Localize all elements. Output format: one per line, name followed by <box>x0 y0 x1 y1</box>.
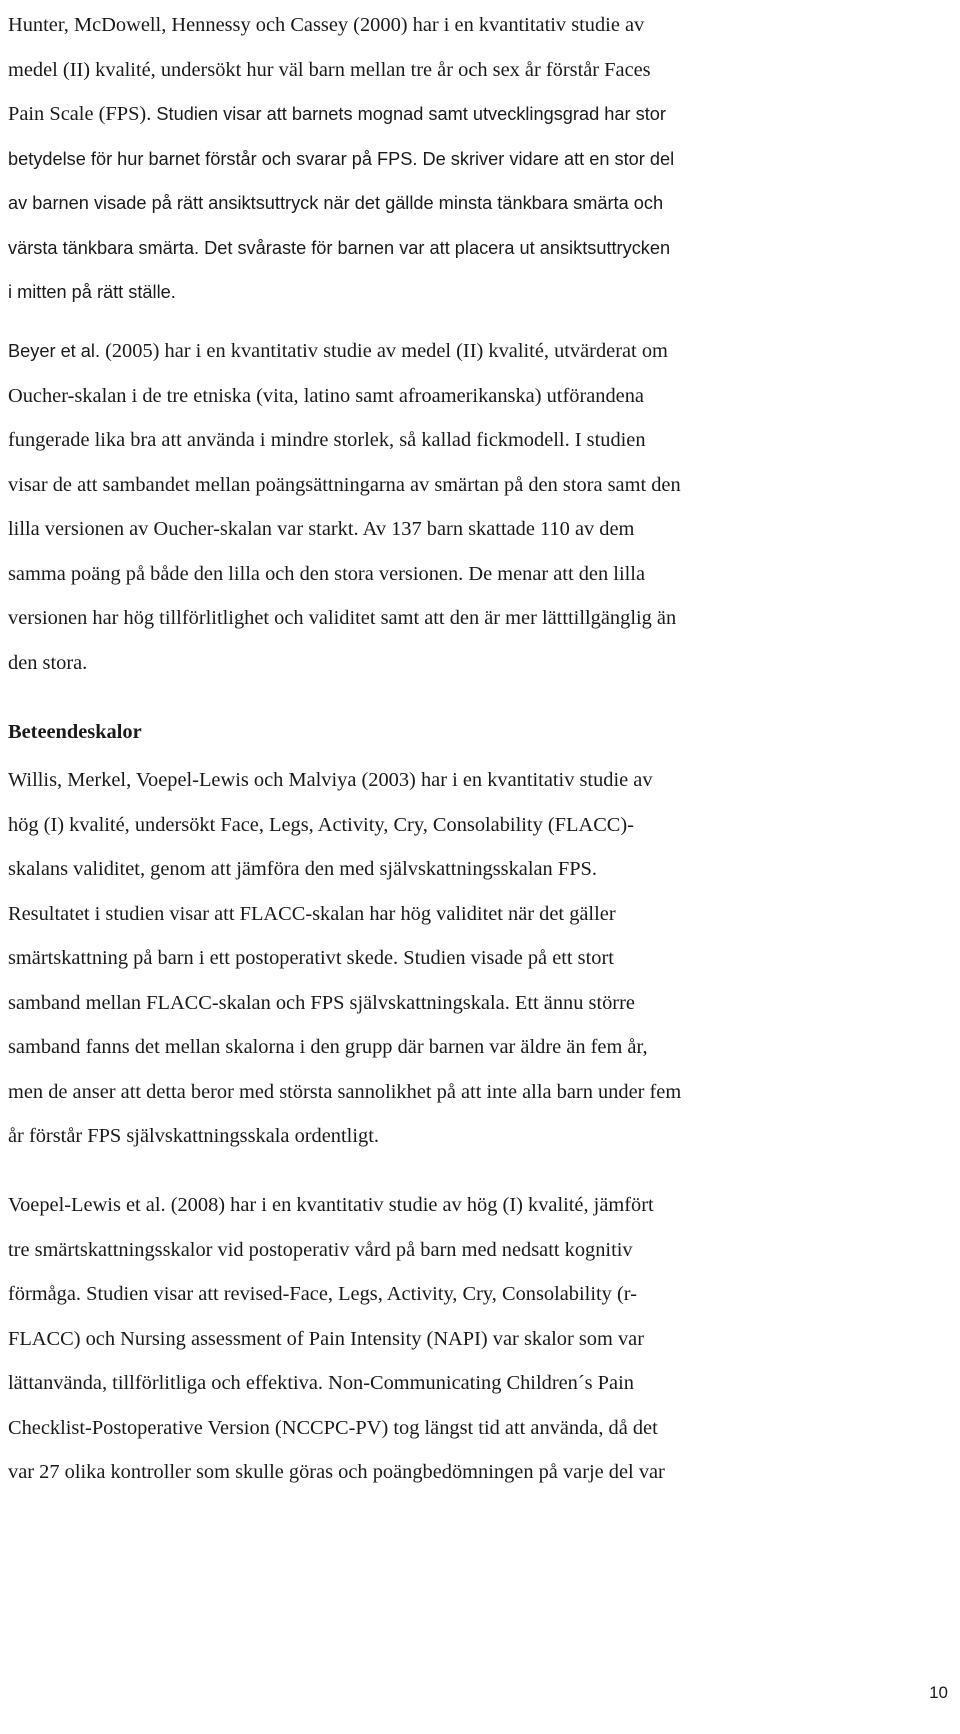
text-segment: Hunter, McDowell, Hennessy och Cassey (2000) har i en kvantitativ studie av <box>8 14 645 36</box>
text-segment: i mitten på rätt ställe. <box>8 282 176 302</box>
text-line <box>8 92 958 137</box>
text-line <box>8 329 958 374</box>
text-line <box>8 1272 958 1317</box>
text-line <box>8 137 958 182</box>
text-line <box>8 48 958 93</box>
text-segment: versionen har hög tillförlitlighet och validitet samt att den är mer lätttillgänglig än <box>8 607 677 629</box>
text-line <box>8 1406 958 1451</box>
text-segment: av barnen visade på rätt ansiktsuttryck när det gällde minsta tänkbara smärta och <box>8 193 664 213</box>
text-line <box>8 1114 958 1159</box>
text-segment: smärtskattning på barn i ett postoperativt skede. Studien visade på ett stort <box>8 947 614 969</box>
text-segment: Willis, Merkel, Voepel-Lewis och Malviya (2003) har i en kvantitativ studie av <box>8 769 653 791</box>
text-segment: Studien visar att barnets mognad samt utvecklingsgrad har stor <box>156 104 666 124</box>
text-segment: (2005) har i en kvantitativ studie av medel (II) kvalité, utvärderat om <box>105 340 668 362</box>
text-segment: samma poäng på både den lilla och den stora versionen. De menar att den lilla <box>8 562 645 585</box>
paragraph-beyer-2005 <box>8 329 958 685</box>
text-line <box>8 641 958 686</box>
text-segment: Resultatet i studien visar att FLACC-skalan har hög validitet när det gäller <box>8 902 616 925</box>
text-line <box>8 3 958 48</box>
text-line <box>8 1025 958 1070</box>
text-line <box>8 181 958 226</box>
text-segment: betydelse för hur barnet förstår och svarar på FPS. <box>8 148 423 169</box>
text-line <box>8 507 958 552</box>
page-number: 10 <box>929 1683 948 1702</box>
text-segment: men de anser att detta beror med största sannolikhet på att inte alla barn under fem <box>8 1080 682 1103</box>
text-segment: tre smärtskattningsskalor vid postoperativ vård på barn med nedsatt kognitiv <box>8 1238 633 1261</box>
text-segment: Beyer et al. <box>8 341 106 361</box>
text-segment: samband mellan FLACC-skalan och FPS självskattningskala. Ett ännu större <box>8 991 635 1014</box>
text-line <box>8 892 958 937</box>
text-line <box>8 596 958 641</box>
text-segment: medel (II) kvalité, undersökt hur väl barn mellan tre år och sex år förstår Faces <box>8 58 651 81</box>
text-segment: var 27 olika kontroller som skulle göras och poängbedömningen på varje del var <box>8 1461 665 1483</box>
text-segment: år förstår FPS självskattningsskala ordentligt. <box>8 1125 379 1147</box>
text-line <box>8 847 958 892</box>
text-segment: lättanvända, tillförlitliga och effektiva. Non-Communicating Children´s Pain <box>8 1372 634 1394</box>
text-line <box>8 1317 958 1362</box>
text-line <box>8 758 958 803</box>
text-line <box>8 803 958 848</box>
text-segment: samband fanns det mellan skalorna i den grupp där barnen var äldre än fem år, <box>8 1036 648 1058</box>
text-segment: Voepel-Lewis et al. (2008) har i en kvantitativ studie av hög (I) kvalité, jämfört <box>8 1194 654 1216</box>
text-line <box>8 981 958 1026</box>
text-line <box>8 1070 958 1115</box>
text-segment: Det svåraste för barnen var att placera ut ansiktsuttrycken <box>204 237 671 258</box>
text-line <box>8 1450 958 1495</box>
text-segment: lilla versionen av Oucher-skalan var starkt. Av 137 barn skattade 110 av dem <box>8 518 635 540</box>
text-line <box>8 1228 958 1273</box>
text-segment: den stora. <box>8 651 88 674</box>
text-line <box>8 374 958 419</box>
text-line <box>8 463 958 508</box>
paragraph-hunter-2000 <box>8 3 958 315</box>
text-line <box>8 226 958 271</box>
text-segment: skalans validitet, genom att jämföra den med självskattningsskalan FPS. <box>8 858 597 880</box>
text-segment: fungerade lika bra att använda i mindre storlek, så kallad fickmodell. I studien <box>8 429 646 451</box>
text-line <box>8 1183 958 1228</box>
text-line <box>8 936 958 981</box>
text-segment: visar de att sambandet mellan poängsättningarna av smärtan på den stora samt den <box>8 473 681 496</box>
text-line <box>8 270 958 315</box>
text-segment: Checklist-Postoperative Version (NCCPC-PV) tog längst tid att använda, då det <box>8 1416 658 1439</box>
text-segment: De skriver vidare att en stor del <box>422 148 675 169</box>
text-line <box>8 552 958 597</box>
text-segment: förmåga. Studien visar att revised-Face, Legs, Activity, Cry, Consolability (r- <box>8 1283 637 1305</box>
text-segment: Pain Scale (FPS). <box>8 103 157 125</box>
text-segment: hög (I) kvalité, undersökt Face, Legs, Activity, Cry, Consolability (FLACC)- <box>8 813 634 836</box>
text-segment: Oucher-skalan i de tre etniska (vita, latino samt afroamerikanska) utförandena <box>8 384 644 407</box>
text-line <box>8 418 958 463</box>
text-segment: värsta tänkbara smärta. <box>8 237 205 258</box>
paragraph-voepel-lewis-2008 <box>8 1183 958 1495</box>
text-segment: FLACC) och Nursing assessment of Pain Intensity (NAPI) var skalor som var <box>8 1327 644 1350</box>
paragraph-willis-2003 <box>8 758 958 1159</box>
text-line <box>8 1361 958 1406</box>
section-heading-beteendeskalor: Beteendeskalor <box>8 721 142 743</box>
